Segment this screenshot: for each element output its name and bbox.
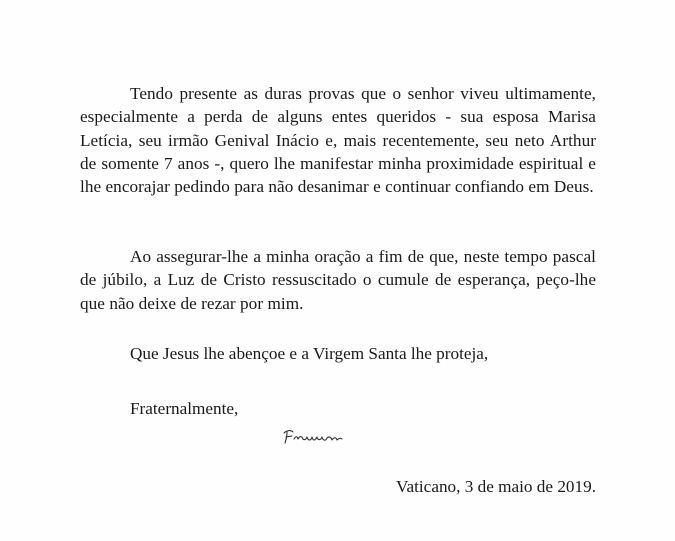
paragraph-text: Ao assegurar-lhe a minha oração a fim de que, neste tempo pascal de júbilo, a Luz de Cristo ressuscitado o cumule de esperança, peço-lhe que não deixe de rezar por mim. <box>80 247 596 313</box>
valediction: Fraternalmente, <box>130 399 239 418</box>
blessing-line: Que Jesus lhe abençoe e a Virgem Santa lhe proteja, <box>130 344 489 363</box>
letter-paragraph-2 <box>80 245 596 315</box>
dateline: Vaticano, 3 de maio de 2019. <box>396 477 596 496</box>
handwritten-signature <box>282 425 344 447</box>
letter-paragraph-1 <box>80 82 596 198</box>
paragraph-text: Tendo presente as duras provas que o senhor viveu ultimamente, especialmente a perda de alguns entes queridos - sua esposa Marisa Letícia, seu irmão Genival Inácio e, mais recentemente, seu neto Arthur de somente 7 anos -, quero lhe manifestar minha proximidade espiritual e lhe encorajar pedindo para não desanimar e continuar confiando em Deus. <box>80 84 596 197</box>
